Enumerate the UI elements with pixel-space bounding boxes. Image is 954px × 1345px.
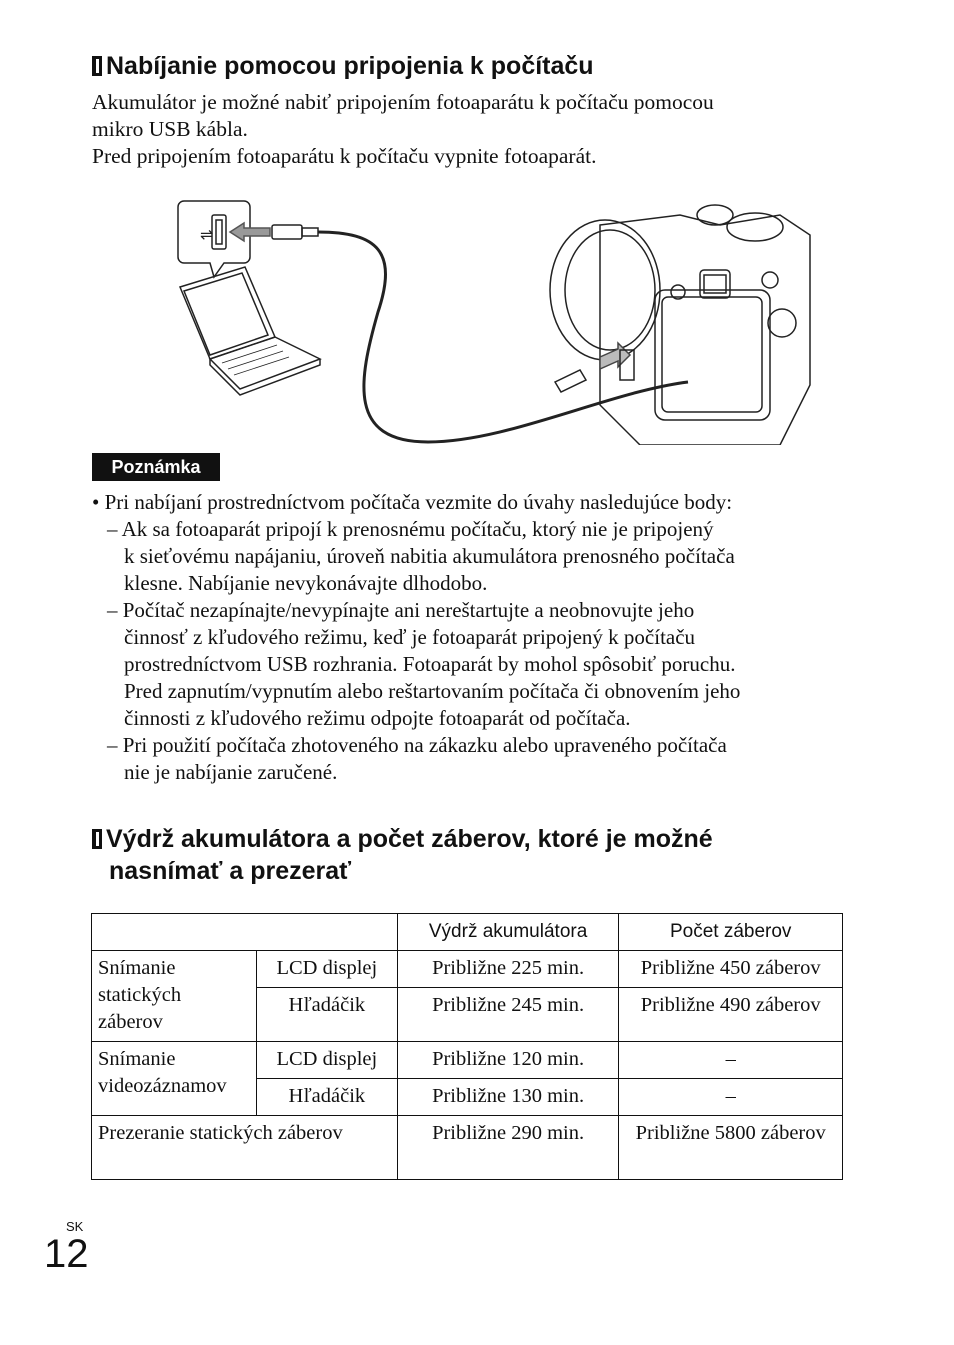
- table-cell: Približne 130 min.: [397, 1079, 619, 1116]
- table-group-video: Snímanie videozáznamov: [92, 1042, 257, 1116]
- table-cell: Približne 225 min.: [397, 951, 619, 988]
- table-header-empty: [92, 914, 398, 951]
- language-code: SK: [66, 1219, 84, 1234]
- page-number: 12: [44, 1232, 89, 1276]
- table-cell: Približne 490 záberov: [619, 988, 843, 1042]
- laptop-screen-icon: [180, 267, 275, 359]
- note-line: nie je nabíjanie zaručené.: [124, 760, 338, 784]
- note-badge: Poznámka: [92, 453, 220, 481]
- camera-icon: [550, 205, 810, 445]
- section-heading-charging: Nabíjanie pomocou pripojenia k počítaču: [92, 51, 594, 81]
- table-cell: Približne 245 min.: [397, 988, 619, 1042]
- table-header-shots: Počet záberov: [619, 914, 843, 951]
- table-cell: Približne 450 záberov: [619, 951, 843, 988]
- section-heading-battery-line2: nasnímať a prezerať: [109, 857, 352, 885]
- table-header-battery: Výdrž akumulátora: [397, 914, 619, 951]
- note-line: k sieťovému napájaniu, úroveň nabitia akumulátora prenosného počítača: [124, 544, 735, 568]
- table-header-row: [92, 914, 843, 951]
- laptop-camera-usb-illustration: [170, 195, 820, 445]
- paragraph: mikro USB kábla.: [92, 117, 248, 141]
- table-cell: Hľadáčik: [256, 1079, 397, 1116]
- table-cell: Prezeranie statických záberov: [92, 1116, 398, 1180]
- note-line: prostredníctvom USB rozhrania. Fotoaparát by mohol spôsobiť poruchu.: [124, 652, 736, 676]
- note-line: klesne. Nabíjanie nevykonávajte dlhodobo.: [124, 571, 488, 595]
- table-cell: LCD displej: [256, 951, 397, 988]
- section-heading-battery: Výdrž akumulátora a počet záberov, ktoré je možné: [92, 824, 713, 854]
- usb-cable: [318, 232, 688, 442]
- note-line: – Ak sa fotoaparát pripojí k prenosnému počítaču, ktorý nie je pripojený: [107, 517, 714, 541]
- table-cell: –: [619, 1079, 843, 1116]
- note-line: činnosti z kľudového režimu odpojte fotoaparát od počítača.: [124, 706, 631, 730]
- heading-marker: [92, 56, 102, 76]
- table-row: [92, 951, 843, 988]
- note-line: činnosť z kľudového režimu, keď je fotoaparát pripojený k počítaču: [124, 625, 696, 649]
- table-row: [92, 1116, 843, 1180]
- battery-table: [91, 913, 843, 1180]
- table-cell: Približne 5800 záberov: [619, 1116, 843, 1180]
- paragraph: Pred pripojením fotoaparátu k počítaču vypnite fotoaparát.: [92, 144, 597, 168]
- note-line: • Pri nabíjaní prostredníctvom počítača vezmite do úvahy nasledujúce body:: [92, 490, 733, 514]
- table-cell: LCD displej: [256, 1042, 397, 1079]
- heading-marker: [92, 829, 102, 849]
- table-group-still: Snímanie statických záberov: [92, 951, 257, 1042]
- port-callout: [178, 201, 250, 277]
- note-line: – Počítač nezapínajte/nevypínajte ani nereštartujte a neobnovujte jeho: [107, 598, 695, 622]
- table-row: [92, 1042, 843, 1079]
- note-line: Pred zapnutím/vypnutím alebo reštartovaním počítača či obnovením jeho: [124, 679, 741, 703]
- paragraph: Akumulátor je možné nabiť pripojením fotoaparátu k počítaču pomocou: [92, 90, 714, 114]
- table-cell: Približne 120 min.: [397, 1042, 619, 1079]
- note-line: – Pri použití počítača zhotoveného na zákazku alebo upraveného počítača: [107, 733, 727, 757]
- table-cell: Približne 290 min.: [397, 1116, 619, 1180]
- usb-symbol-icon: ⇌: [200, 225, 214, 244]
- table-cell: Hľadáčik: [256, 988, 397, 1042]
- table-cell: –: [619, 1042, 843, 1079]
